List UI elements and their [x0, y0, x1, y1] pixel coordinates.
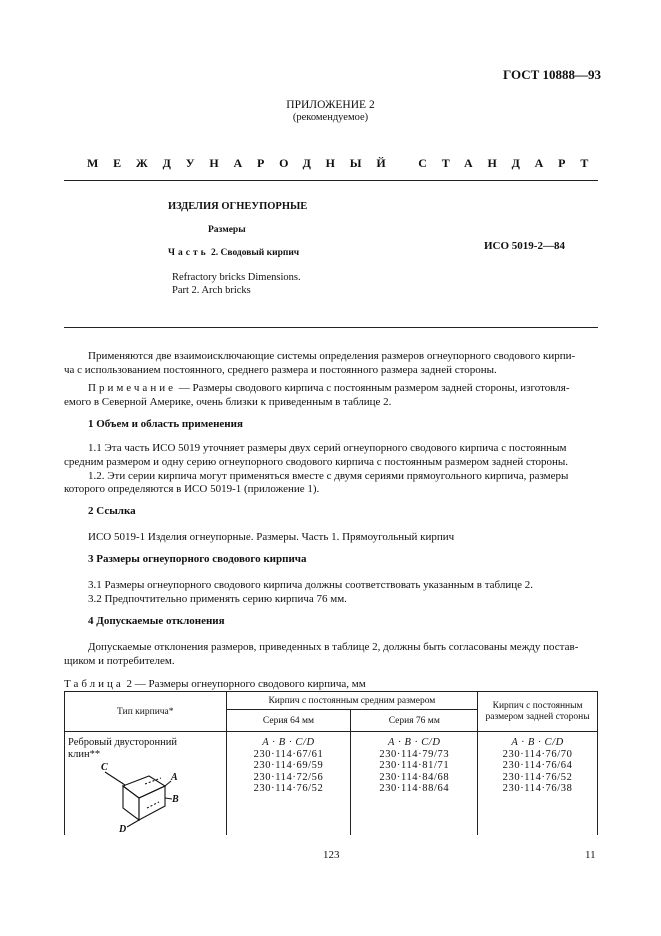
doc-title: ИЗДЕЛИЯ ОГНЕУПОРНЫЕ — [168, 201, 308, 212]
brick-left-face — [123, 786, 139, 820]
series64-value: 230·114·76/52 — [253, 783, 324, 794]
s3-p1: 3.1 Размеры огнеупорного сводового кирпича должны соответствовать указанным в таблице 2. — [88, 579, 533, 591]
s1-p2-line1: 1.2. Эти серии кирпича могут применяться вместе с двумя сериями прямоугольного кирпича, размеры — [88, 470, 569, 482]
appendix-title: ПРИЛОЖЕНИЕ 2 — [286, 99, 375, 111]
arch-brick-figure — [101, 754, 201, 834]
leader-b — [165, 798, 172, 799]
col-back-header: Кирпич с постоянным размером задней стороны — [478, 692, 598, 732]
back-value: 230·114·76/64 — [502, 760, 573, 771]
english-title-line1: Refractory bricks Dimensions. — [172, 272, 301, 283]
section-2-title: 2 Ссылка — [88, 505, 136, 517]
rule-bottom — [64, 327, 598, 328]
brick-type-line1: Ребровый двусторонний — [68, 737, 177, 748]
english-title-line2: Part 2. Arch bricks — [172, 285, 251, 296]
s1-p2-line2: которого определяются в ИСО 5019-1 (приложение 1). — [64, 483, 320, 495]
brick-top-face — [123, 776, 165, 798]
table-caption-rest: 2 — Размеры огнеупорного сводового кирпича, мм — [123, 678, 366, 690]
back-abcd: A · B · C/D — [511, 737, 564, 748]
series64-value: 230·114·67/61 — [253, 748, 324, 760]
table-row — [65, 732, 598, 836]
back-value: 230·114·76/70 — [502, 748, 573, 760]
fig-label-d: D — [119, 824, 127, 834]
s1-p1-line2: средним размером и одну серию огнеупорного сводового кирпича с постоянным размером задней стороны. — [64, 456, 569, 468]
doc-subtitle: Размеры — [208, 225, 246, 235]
note-rest: — Размеры сводового кирпича с постоянным размером задней стороны, изготовля- — [175, 382, 570, 394]
series76-abcd: A · B · C/D — [388, 737, 441, 748]
col-avg-group-header: Кирпич с постоянным средним размером — [226, 692, 478, 710]
series64-cell — [226, 732, 351, 836]
part-rest: 2. Сводовый кирпич — [208, 248, 300, 258]
section-4-title: 4 Допускаемые отклонения — [88, 615, 225, 627]
brick-type-line2: клин** — [68, 749, 101, 760]
fig-label-a: A — [171, 772, 178, 783]
note-line1 — [88, 381, 570, 396]
series64-value: 230·114·72/56 — [253, 771, 324, 783]
leader-d — [127, 820, 139, 827]
note-line2: емого в Северной Америке, очень близки к приведенным в таблице 2. — [64, 396, 392, 408]
back-value: 230·114·76/52 — [502, 771, 573, 783]
banner-international-standard: МЕЖДУНАРОДНЫЙ СТАНДАРТ — [87, 156, 604, 170]
series76-value: 230·114·79/73 — [379, 748, 450, 760]
s1-p1-line1: 1.1 Эта часть ИСО 5019 уточняет размеры двух серий огнеупорного сводового кирпича с постоянным — [88, 442, 567, 454]
part-word: Часть — [168, 248, 209, 258]
hatch-2 — [147, 802, 159, 808]
col-type-header: Тип кирпича* — [65, 692, 227, 732]
iso-number: ИСО 5019-2—84 — [484, 240, 565, 252]
intro-line1: Применяются две взаимоисключающие системы определения размеров огнеупорного сводового кирпи- — [88, 350, 576, 362]
fig-label-c: C — [101, 762, 108, 773]
rule-top — [64, 180, 598, 181]
series64-abcd: A · B · C/D — [262, 737, 315, 748]
fig-label-b: B — [172, 794, 179, 805]
s4-line1: Допускаемые отклонения размеров, приведенных в таблице 2, должны быть согласованы между постав- — [88, 641, 579, 653]
s3-p2: 3.2 Предпочтительно применять серию кирпича 76 мм. — [88, 593, 347, 605]
doc-part — [168, 248, 299, 258]
table-header-row-1 — [65, 692, 598, 710]
leader-c — [105, 772, 125, 785]
series76-value: 230·114·81/71 — [379, 760, 450, 771]
s4-line2: щиком и потребителем. — [64, 655, 175, 667]
col-series76-header: Серия 76 мм — [351, 710, 478, 732]
brick-type-cell — [65, 732, 227, 836]
brick-right-face — [139, 786, 165, 820]
dimensions-table — [64, 691, 598, 835]
back-value: 230·114·76/38 — [502, 783, 573, 794]
page-number-center: 123 — [323, 849, 340, 861]
col-series64-header: Серия 64 мм — [226, 710, 351, 732]
section-1-title: 1 Объем и область применения — [88, 418, 243, 430]
series76-value: 230·114·88/64 — [379, 783, 450, 794]
s2-paragraph: ИСО 5019-1 Изделия огнеупорные. Размеры. Часть 1. Прямоугольный кирпич — [88, 531, 455, 543]
note-word: Примечание — [88, 382, 176, 394]
appendix-subtitle: (рекомендуемое) — [292, 112, 369, 123]
table-caption — [64, 677, 366, 692]
standard-number: ГОСТ 10888—93 — [503, 67, 602, 82]
series76-value: 230·114·84/68 — [379, 771, 450, 783]
back-cell — [478, 732, 598, 836]
section-3-title: 3 Размеры огнеупорного сводового кирпича — [88, 553, 307, 565]
series76-cell — [351, 732, 478, 836]
intro-line2: ча с использованием постоянного, среднего размера и постоянного размера задней стороны. — [64, 364, 497, 376]
series64-value: 230·114·69/59 — [253, 760, 324, 771]
table-caption-word: Таблица — [64, 678, 124, 690]
page-number-right: 11 — [585, 849, 596, 861]
